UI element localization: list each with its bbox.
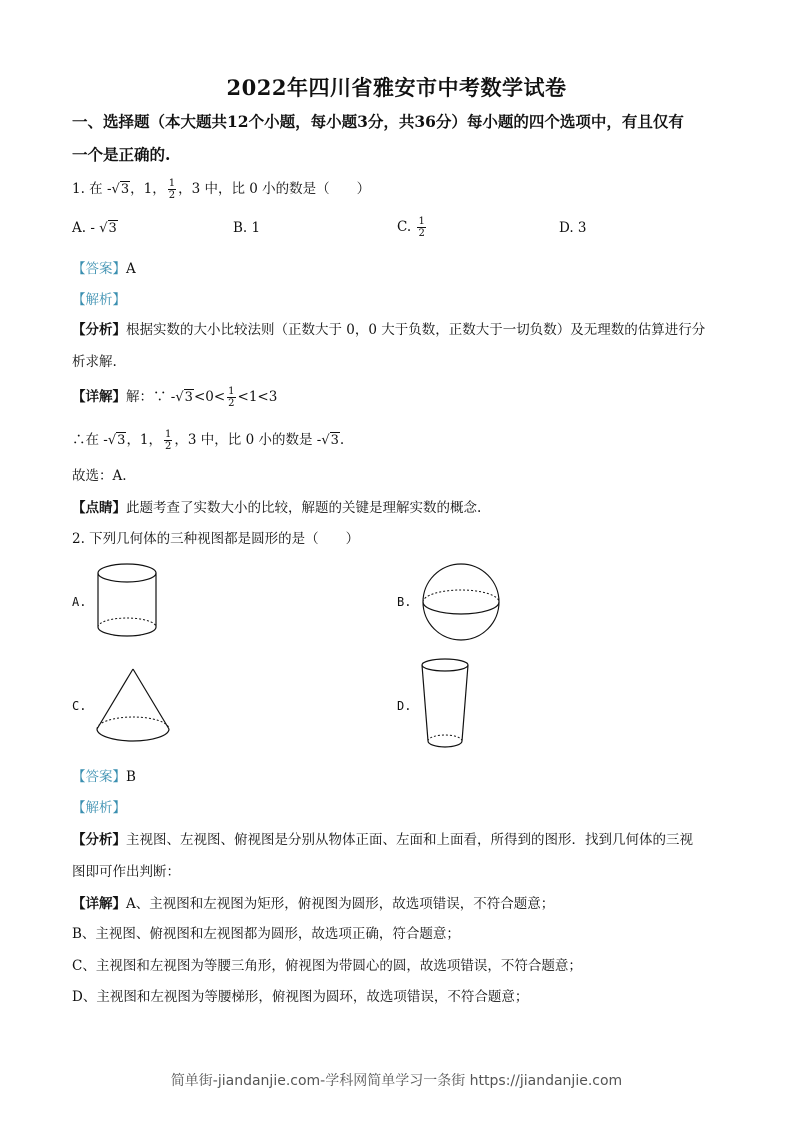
q2-detail-b: B、主视图、俯视图和左视图都为圆形，故选项正确，符合题意； (72, 926, 460, 942)
q2-stem: 2. 下列几何体的三种视图都是圆形的是（ ） (72, 531, 360, 547)
q1-stem: 1. 在 -√3，1， $\frac{1}{2}$ ，3 中，比 0 小的数是（ ） (72, 178, 371, 201)
cone-icon (95, 667, 171, 743)
q1-answer: 【答案】A (72, 261, 136, 277)
q1-option-b: B. 1 (233, 220, 261, 236)
q2-figure-c-label: C. (72, 699, 87, 713)
q2-detail-c: C、主视图和左视图为等腰三角形，俯视图为带圆心的圆，故选项错误，不符合题意； (72, 958, 582, 974)
q2-figure-a-label: A. (72, 595, 87, 609)
q2-detail-d: D、主视图和左视图为等腰梯形，俯视图为圆环，故选项错误，不符合题意； (72, 989, 529, 1005)
q2-figure-d-label: D. (397, 699, 412, 713)
footer-watermark: 简单街-jiandanjie.com-学科网简单学习一条街 https://jiandanjie.com (170, 1073, 623, 1089)
q1-analysis-label: 【解析】 (72, 292, 126, 308)
q1-fenxi-line1: 【分析】根据实数的大小比较法则（正数大于 0，0 大于负数，正数大于一切负数）及无理数的估算进行分 (72, 322, 706, 338)
q2-analysis-label: 【解析】 (72, 800, 126, 816)
sphere-icon (421, 564, 501, 640)
q2-figure-b-label: B. (397, 595, 412, 609)
frustum-cup-icon (421, 657, 471, 753)
section-heading-line1: 一、选择题（本大题共12个小题，每小题3分，共36分）每小题的四个选项中，有且仅有 (72, 112, 684, 131)
q1-choice: 故选：A. (72, 468, 127, 484)
q1-option-d: D. 3 (559, 220, 587, 236)
q2-fenxi-line2: 图即可作出判断： (72, 864, 180, 880)
cylinder-icon (96, 562, 158, 642)
q1-therefore: ∴在 -√3，1， $\frac{1}{2}$ ，3 中，比 0 小的数是 -√3. (72, 429, 345, 452)
q1-fenxi-line2: 析求解. (72, 354, 117, 370)
page-title: 2022年四川省雅安市中考数学试卷 (226, 75, 567, 100)
sqrt-symbol: √3 (111, 182, 130, 197)
q1-option-a: A. - √3 (72, 220, 117, 236)
q1-detail: 【详解】解：∵ -√3<0< $\frac{1}{2}$ <1<3 (72, 386, 278, 409)
q2-answer: 【答案】B (72, 769, 136, 785)
fraction: $\frac{1}{2}$ (168, 178, 176, 201)
q2-fenxi-line1: 【分析】主视图、左视图、俯视图是分别从物体正面、左面和上面看，所得到的图形．找到几何体的三视 (72, 832, 693, 848)
section-heading-line2: 一个是正确的. (72, 145, 171, 164)
q1-dianjing: 【点睛】此题考查了实数大小的比较，解题的关键是理解实数的概念. (72, 500, 482, 516)
q1-option-c: C. $\frac{1}{2}$ (397, 216, 425, 239)
q2-detail-a: 【详解】A、主视图和左视图为矩形，俯视图为圆形，故选项错误，不符合题意； (72, 896, 555, 912)
